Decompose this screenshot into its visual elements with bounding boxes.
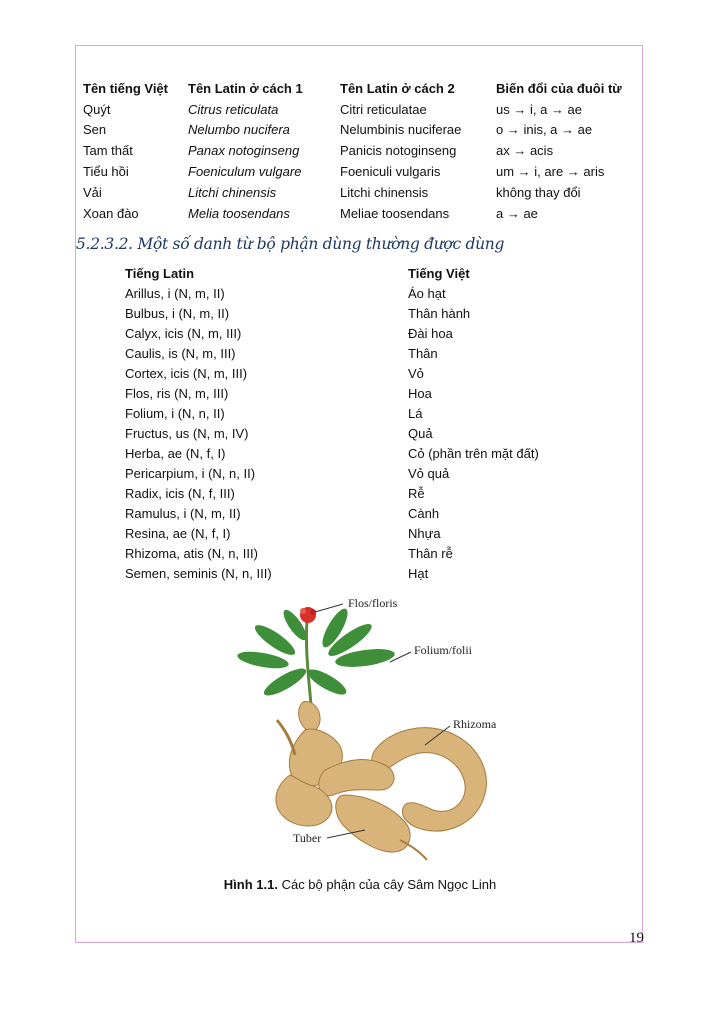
table-row (125, 383, 568, 403)
suffix-table (83, 78, 636, 224)
caption-label: Hình 1.1. (223, 877, 278, 892)
leaf-group (236, 605, 396, 700)
vietnamese-term: Áo hạt (408, 285, 446, 301)
latin-case-2: Panicis notoginseng (340, 143, 457, 159)
table-row (83, 182, 636, 203)
table-row (125, 523, 568, 543)
vietnamese-name: Xoan đào (83, 205, 139, 221)
rhizome-neck (299, 701, 320, 731)
latin-term: Semen, seminis (N, n, III) (125, 565, 272, 581)
vietnamese-term: Đài hoa (408, 325, 453, 341)
latin-term: Fructus, us (N, m, IV) (125, 425, 249, 441)
suffix-change: không thay đổi (496, 184, 581, 200)
vietnamese-name: Sen (83, 122, 107, 138)
latin-term: Folium, i (N, n, II) (125, 405, 225, 421)
header-vietnamese-name: Tên tiếng Việt (83, 80, 168, 96)
ginseng-plant-figure (215, 590, 505, 865)
vietnamese-term: Cỏ (phần trên mặt đất) (408, 445, 539, 461)
latin-case-1: Melia toosendans (188, 205, 290, 221)
table-row (125, 363, 568, 383)
plant-stem (306, 620, 311, 705)
table-row (125, 323, 568, 343)
table-row (125, 403, 568, 423)
vietnamese-term: Quả (408, 425, 433, 441)
latin-term: Resina, ae (N, f, I) (125, 525, 231, 541)
latin-term: Calyx, icis (N, m, III) (125, 325, 242, 341)
folium-label: Folium/folii (414, 643, 473, 657)
vietnamese-term: Vỏ quả (408, 465, 450, 481)
flos-label: Flos/floris (348, 596, 398, 610)
table-row (125, 343, 568, 363)
latin-term: Flos, ris (N, m, III) (125, 385, 229, 401)
latin-case-2: Foeniculi vulgaris (340, 164, 441, 180)
table-row (83, 203, 636, 224)
header-latin-case-1: Tên Latin ở cách 1 (188, 80, 303, 96)
vietnamese-term: Hoa (408, 385, 432, 401)
table-row (83, 161, 636, 182)
vietnamese-name: Tiểu hồi (83, 164, 129, 180)
suffix-change: um → i, are → aris (496, 164, 605, 180)
latin-term: Caulis, is (N, m, III) (125, 345, 236, 361)
table-row (125, 543, 568, 563)
table-row (125, 483, 568, 503)
leaf (261, 664, 310, 700)
table-row (125, 283, 568, 303)
latin-case-1: Panax notoginseng (188, 143, 300, 159)
suffix-change: a → ae (496, 205, 538, 221)
table-row (83, 140, 636, 161)
header-vietnamese: Tiếng Việt (408, 265, 470, 281)
latin-term: Bulbus, i (N, m, II) (125, 305, 230, 321)
latin-case-1: Nelumbo nucifera (188, 122, 290, 138)
vietnamese-term: Thân hành (408, 305, 471, 321)
header-latin-case-2: Tên Latin ở cách 2 (340, 80, 455, 96)
vietnamese-term: Hạt (408, 565, 429, 581)
latin-term: Radix, icis (N, f, III) (125, 485, 235, 501)
flower-berry (300, 608, 306, 614)
latin-case-2: Meliae toosendans (340, 205, 450, 221)
vietnamese-term: Thân rễ (408, 545, 453, 561)
latin-case-2: Litchi chinensis (340, 184, 429, 200)
root-tip (400, 840, 427, 860)
table-row (125, 423, 568, 443)
latin-term: Arillus, i (N, m, II) (125, 285, 225, 301)
table-row (83, 120, 636, 141)
table-row (83, 99, 636, 120)
vietnamese-term: Rễ (408, 485, 425, 501)
tuber-label: Tuber (293, 831, 322, 845)
latin-case-2: Nelumbinis nuciferae (340, 122, 462, 138)
vietnamese-term: Lá (408, 405, 423, 421)
vietnamese-term: Nhựa (408, 525, 441, 541)
latin-term: Herba, ae (N, f, I) (125, 445, 226, 461)
vietnamese-term: Vỏ (408, 365, 424, 381)
page-number: 19 (629, 930, 644, 946)
plant-parts-table (125, 263, 568, 583)
latin-term: Cortex, icis (N, m, III) (125, 365, 248, 381)
table-row (125, 463, 568, 483)
vietnamese-term: Cành (408, 505, 440, 521)
table-row (125, 563, 568, 583)
suffix-change: us → i, a → ae (496, 101, 582, 117)
root-tip (277, 720, 295, 755)
latin-term: Pericarpium, i (N, n, II) (125, 465, 256, 481)
suffix-table-header (83, 78, 636, 99)
caption-text: Các bộ phận của cây Sâm Ngọc Linh (277, 877, 497, 892)
header-latin: Tiếng Latin (125, 265, 195, 281)
table-row (125, 503, 568, 523)
latin-case-1: Litchi chinensis (188, 184, 277, 200)
latin-case-1: Foeniculum vulgare (188, 164, 302, 180)
table-row (125, 303, 568, 323)
figure-caption (0, 877, 720, 892)
latin-term: Ramulus, i (N, m, II) (125, 505, 241, 521)
vietnamese-name: Vải (83, 184, 102, 200)
section-heading: 5.2.3.2. Một số danh từ bộ phận dùng thường được dùng (76, 235, 505, 253)
suffix-change: o → inis, a → ae (496, 122, 593, 138)
latin-term: Rhizoma, atis (N, n, III) (125, 545, 258, 561)
tuber (336, 795, 410, 852)
table-row (125, 443, 568, 463)
plant-parts-table-header (125, 263, 568, 283)
header-suffix-change: Biến đổi của đuôi từ (496, 80, 622, 96)
vietnamese-term: Thân (408, 345, 438, 361)
vietnamese-name: Quýt (83, 101, 111, 117)
rhizoma-label: Rhizoma (453, 717, 497, 731)
flos-arrow (315, 604, 343, 612)
latin-case-2: Citri reticulatae (340, 101, 427, 117)
suffix-change: ax → acis (496, 143, 554, 159)
vietnamese-name: Tam thất (83, 143, 133, 159)
latin-case-1: Citrus reticulata (188, 101, 279, 117)
